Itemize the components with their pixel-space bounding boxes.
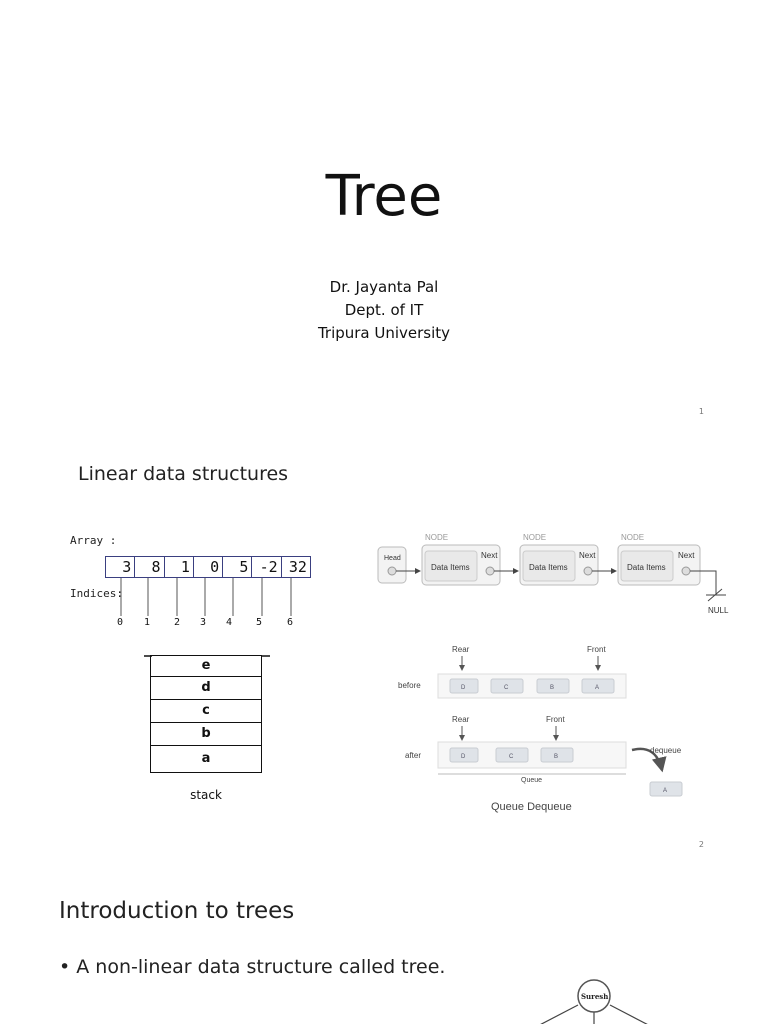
slide-heading: Linear data structures	[78, 463, 289, 485]
stack-label: stack	[190, 788, 222, 802]
array-box	[105, 556, 311, 578]
queue-dequeue-diagram	[390, 640, 730, 820]
array-cell: 1	[165, 557, 194, 577]
stack-diagram	[150, 655, 262, 773]
array-cell: 5	[223, 557, 252, 577]
dequeue-label: dequeue	[650, 746, 682, 755]
linked-list-diagram	[370, 525, 740, 620]
array-cell: 3	[106, 557, 135, 577]
array-index: 1	[144, 617, 151, 628]
node-label: NODE	[523, 533, 547, 542]
queue-item: B	[554, 754, 559, 760]
next-label: Next	[678, 551, 695, 560]
queue-caption: Queue Dequeue	[491, 801, 572, 813]
stack-item: b	[150, 723, 262, 746]
node-label: NODE	[425, 533, 449, 542]
bullet-point: • A non-linear data structure called tree.	[59, 956, 446, 978]
queue-label: Queue	[521, 777, 543, 784]
front-label: Front	[546, 715, 565, 724]
index-pointer-lines	[110, 578, 310, 618]
data-items-label: Data Items	[627, 563, 666, 572]
author-block	[0, 276, 768, 345]
slide-2	[0, 430, 768, 860]
before-label: before	[398, 681, 421, 690]
page-number: 2	[698, 840, 704, 849]
rear-label: Rear	[452, 715, 470, 724]
node-label: NODE	[621, 533, 645, 542]
array-label: Array :	[70, 534, 117, 547]
array-index: 5	[256, 617, 263, 628]
array-cell: 0	[194, 557, 223, 577]
author-university: Tripura University	[317, 324, 451, 342]
array-index: 4	[226, 617, 233, 628]
tree-root-label: Suresh	[581, 992, 609, 1001]
array-cell: 32	[288, 558, 307, 576]
author-name: Dr. Jayanta Pal	[329, 278, 439, 296]
queue-item: D	[461, 685, 466, 691]
array-cell: -2	[252, 557, 281, 577]
queue-item: D	[461, 754, 466, 760]
after-label: after	[405, 751, 422, 760]
data-items-label: Data Items	[529, 563, 568, 572]
stack-item: c	[150, 700, 262, 723]
rear-label: Rear	[452, 645, 470, 654]
data-items-label: Data Items	[431, 563, 470, 572]
slide-3	[0, 860, 768, 1024]
array-cell: 8	[135, 557, 164, 577]
author-dept: Dept. of IT	[344, 301, 424, 319]
stack-item: a	[150, 746, 262, 773]
next-label: Next	[481, 551, 498, 560]
queue-item: C	[504, 685, 509, 691]
array-index: 3	[200, 617, 207, 628]
next-label: Next	[579, 551, 596, 560]
tree-diagram	[490, 970, 710, 1024]
page-number: 1	[698, 407, 704, 416]
head-label: Head	[384, 555, 401, 562]
stack-item: e	[150, 655, 262, 677]
front-label: Front	[587, 645, 606, 654]
array-index: 0	[117, 617, 124, 628]
indices-label: Indices:	[70, 587, 123, 600]
slide-heading: Introduction to trees	[59, 898, 295, 924]
array-index: 6	[287, 617, 294, 628]
queue-item: C	[509, 754, 514, 760]
head-box	[378, 547, 406, 583]
null-label: NULL	[708, 606, 729, 615]
array-index: 2	[174, 617, 181, 628]
dequeued-item: A	[663, 788, 668, 794]
slide-title: Tree	[325, 164, 443, 229]
slide-1	[0, 0, 768, 430]
queue-item: A	[595, 685, 600, 691]
queue-item: B	[550, 685, 555, 691]
stack-item: d	[150, 677, 262, 700]
